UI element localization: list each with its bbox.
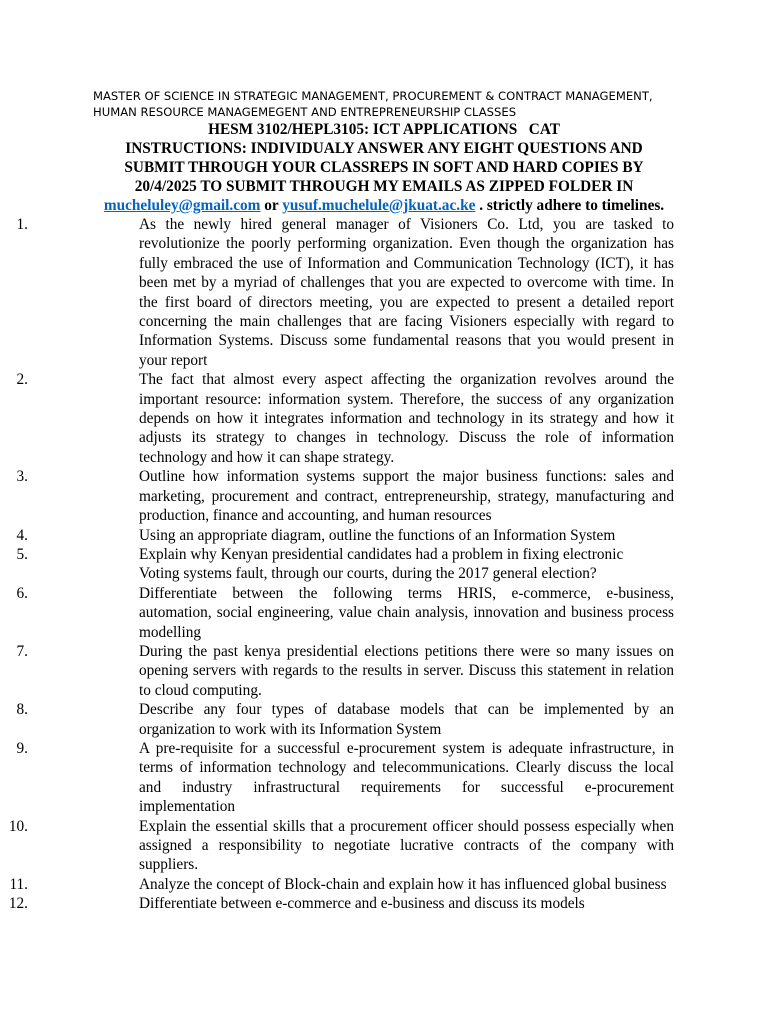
instructions-line-2: SUBMIT THROUGH YOUR CLASSREPS IN SOFT AND HARD COPIES BY <box>124 159 644 176</box>
question-text-line: been met by a myriad of challenges that you are expected to overcome with time. In <box>139 274 674 292</box>
question-text-line: terms of information technology and telecommunications. Clearly discuss the local <box>139 759 674 777</box>
question-item <box>0 215 674 370</box>
email-connector: or <box>260 197 283 214</box>
question-item <box>0 370 674 467</box>
question-number: 11. <box>9 875 28 893</box>
question-text-line: the first board of directors meeting, you are expected to present a detailed report <box>139 293 674 311</box>
question-text-line: Information Systems. Discuss some fundamental reasons that you would present in <box>139 332 674 350</box>
email-link-jkuat[interactable]: yusuf.muchelule@jkuat.ac.ke <box>282 197 476 214</box>
question-item <box>0 526 674 545</box>
question-text-line: technology and how it can shape strategy. <box>139 448 395 466</box>
question-text-line: Differentiate between the following terms HRIS, e-commerce, e-business, <box>139 584 674 602</box>
question-item <box>0 545 674 584</box>
question-item <box>0 894 674 913</box>
question-text-line: Voting systems fault, through our courts, during the 2017 general election? <box>139 565 597 583</box>
question-number: 3. <box>16 468 28 486</box>
question-number: 1. <box>16 216 28 233</box>
question-text-line: your report <box>139 351 208 369</box>
program-header-line-2: HUMAN RESOURCE MANAGEMEGENT AND ENTREPRENEURSHIP CLASSES <box>93 105 517 119</box>
question-item <box>0 467 674 525</box>
question-item <box>0 817 674 875</box>
question-text-line: adjusts its strategy to changes in technology. Discuss the role of information <box>139 429 674 447</box>
course-title: HESM 3102/HEPL3105: ICT APPLICATIONS CAT <box>208 121 560 138</box>
question-text-line: During the past kenya presidential elections petitions there were so many issues on <box>139 642 674 660</box>
question-text-line: Differentiate between e-commerce and e-business and discuss its models <box>139 895 585 913</box>
question-number: 4. <box>16 526 28 544</box>
question-item <box>0 875 674 894</box>
question-item <box>0 700 674 739</box>
question-text-line: Explain the essential skills that a procurement officer should possess especially when <box>139 817 674 835</box>
question-item <box>0 584 674 642</box>
question-text-line: fully embraced the use of Information and Communication Technology (ICT), it has <box>139 254 674 272</box>
program-header-line-1: MASTER OF SCIENCE IN STRATEGIC MANAGEMENT, PROCUREMENT & CONTRACT MANAGEMENT, <box>93 89 653 103</box>
question-text-line: revolutionize the poorly performing organization. Even though the organization has <box>139 235 674 253</box>
instructions-line-3: 20/4/2025 TO SUBMIT THROUGH MY EMAILS AS ZIPPED FOLDER IN <box>134 178 634 195</box>
question-item <box>0 739 674 817</box>
instructions-line-1: INSTRUCTIONS: INDIVIDUALY ANSWER ANY EIGHT QUESTIONS AND <box>125 140 643 157</box>
question-text-line: automation, social engineering, value chain analysis, innovation and business process <box>139 604 674 622</box>
question-text-line: A pre-requisite for a successful e-procurement system is adequate infrastructure, in <box>139 739 674 757</box>
question-text-line: concerning the main challenges that are facing Visioners especially with regard to <box>139 313 674 331</box>
question-text-line: As the newly hired general manager of Visioners Co. Ltd, you are tasked to <box>139 216 674 233</box>
question-text-line: and industry infrastructural requirements for successful e-procurement <box>139 778 674 796</box>
question-text-line: Outline how information systems support the major business functions: sales and <box>139 468 674 486</box>
question-text-line: opening servers with regards to the results in server. Discuss this statement in relation <box>139 662 674 680</box>
question-text-line: Explain why Kenyan presidential candidates had a problem in fixing electronic <box>139 545 624 563</box>
question-text-line: modelling <box>139 623 202 641</box>
question-number: 12. <box>8 895 28 913</box>
question-text-line: marketing, procurement and contract, entrepreneurship, strategy, manufacturing and <box>139 487 674 505</box>
question-number: 6. <box>16 584 28 602</box>
instructions-line-4 <box>0 196 768 215</box>
email-link-gmail[interactable]: mucheluley@gmail.com <box>103 197 261 214</box>
question-item <box>0 642 674 700</box>
deadline-note: . strictly adhere to timelines. <box>475 197 665 214</box>
question-text-line: Using an appropriate diagram, outline the functions of an Information System <box>139 526 616 544</box>
question-text-line: production, finance and accounting, and human resources <box>139 507 492 525</box>
question-text-line: implementation <box>139 798 236 816</box>
question-text-line: Analyze the concept of Block-chain and explain how it has influenced global business <box>139 875 667 893</box>
question-number: 5. <box>16 545 28 563</box>
question-number: 8. <box>16 701 28 719</box>
question-text-line: suppliers. <box>139 856 199 874</box>
question-text-line: The fact that almost every aspect affecting the organization revolves around the <box>139 371 674 389</box>
question-number: 2. <box>16 371 28 389</box>
question-number: 9. <box>16 739 28 757</box>
question-text-line: important resource: information system. Therefore, the success of any organization <box>139 390 674 408</box>
question-number: 10. <box>8 817 28 835</box>
question-list <box>0 215 768 914</box>
question-text-line: depends on how it integrates information and technology in its strategy and how it <box>139 410 674 428</box>
question-text-line: Describe any four types of database models that can be implemented by an <box>139 701 674 719</box>
question-text-line: to cloud computing. <box>139 681 262 699</box>
question-text-line: organization to work with its Information System <box>139 720 442 738</box>
question-number: 7. <box>16 642 28 660</box>
question-text-line: assigned a responsibility to negotiate lucrative contracts of the company with <box>139 837 674 854</box>
